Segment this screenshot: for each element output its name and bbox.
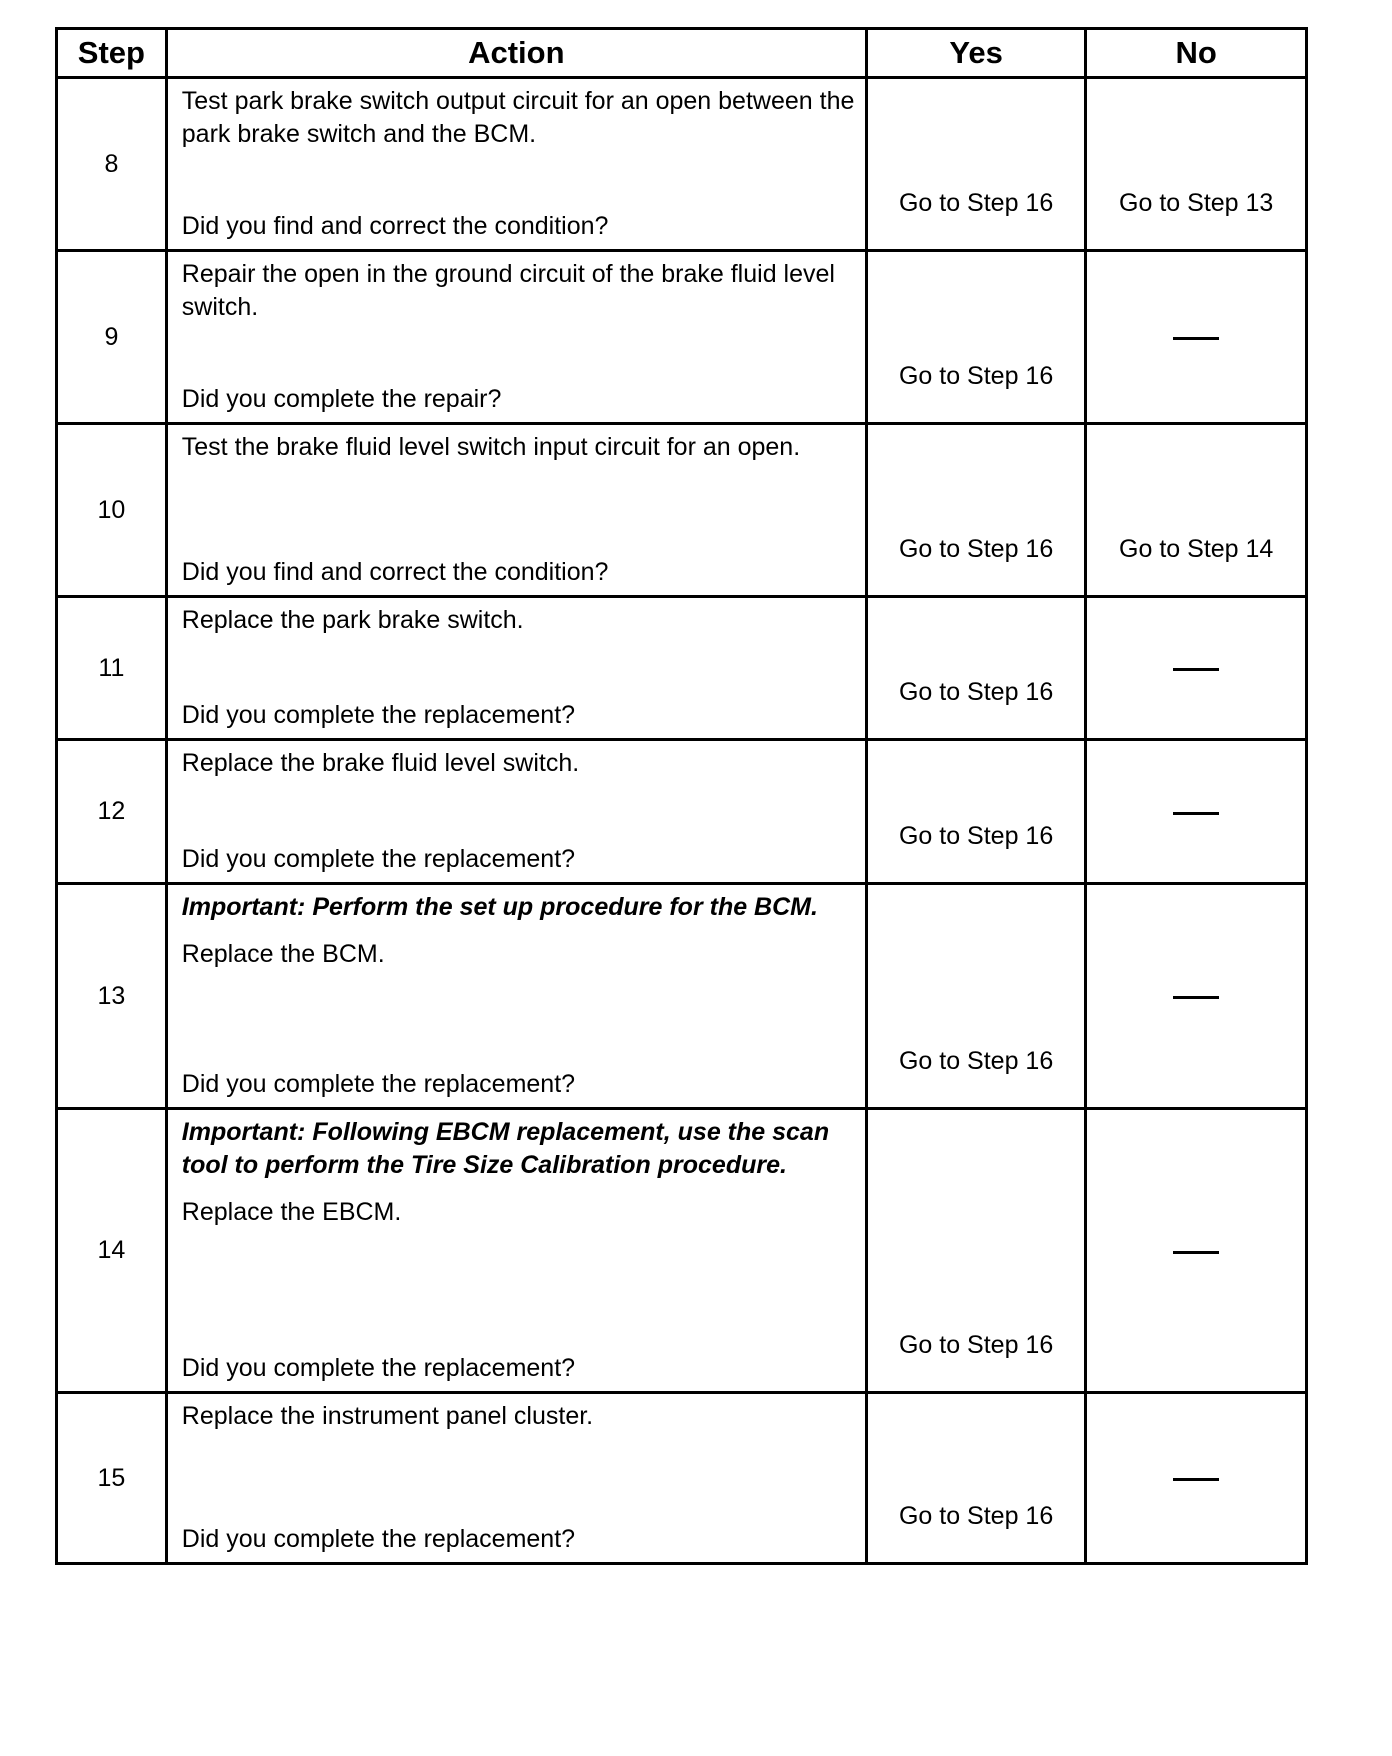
yes-cell xyxy=(866,1109,1086,1393)
action-cell xyxy=(166,884,866,1109)
yes-cell xyxy=(866,884,1086,1109)
step-number: 13 xyxy=(57,884,167,1109)
not-applicable-dash xyxy=(1173,337,1219,340)
action-instruction: Test the brake fluid level switch input circuit for an open. xyxy=(181,433,801,461)
no-cell xyxy=(1086,884,1307,1109)
step-number: 11 xyxy=(57,597,167,740)
action-question: Did you complete the repair? xyxy=(181,385,502,413)
not-applicable-dash xyxy=(1173,1478,1219,1481)
no-answer: Go to Step 14 xyxy=(1119,535,1274,563)
yes-answer: Go to Step 16 xyxy=(898,1331,1054,1359)
action-question: Did you complete the replacement? xyxy=(181,701,576,729)
yes-answer: Go to Step 16 xyxy=(898,189,1054,217)
step-number: 8 xyxy=(57,78,167,251)
table-row xyxy=(57,78,1307,251)
action-question: Did you complete the replacement? xyxy=(181,1525,576,1553)
no-cell xyxy=(1086,1393,1307,1564)
table-row xyxy=(57,1109,1307,1393)
header-action: Action xyxy=(166,29,866,78)
table-row xyxy=(57,884,1307,1109)
yes-cell xyxy=(866,740,1086,884)
action-instruction: Repair the open in the ground circuit of the brake fluid level switch. xyxy=(181,260,835,321)
table-row xyxy=(57,424,1307,597)
action-cell xyxy=(166,597,866,740)
diagnostic-table xyxy=(55,27,1308,1565)
action-cell xyxy=(166,1109,866,1393)
action-question: Did you complete the replacement? xyxy=(181,1354,576,1382)
action-cell xyxy=(166,78,866,251)
no-cell xyxy=(1086,251,1307,424)
yes-answer: Go to Step 16 xyxy=(898,678,1054,706)
header-yes: Yes xyxy=(866,29,1086,78)
no-cell xyxy=(1086,424,1307,597)
yes-cell xyxy=(866,1393,1086,1564)
not-applicable-dash xyxy=(1173,668,1219,671)
step-number: 15 xyxy=(57,1393,167,1564)
action-instruction: Test park brake switch output circuit for an open between the park brake switch and the BCM. xyxy=(181,87,855,148)
action-cell xyxy=(166,740,866,884)
table-row xyxy=(57,740,1307,884)
not-applicable-dash xyxy=(1173,812,1219,815)
no-answer: Go to Step 13 xyxy=(1119,189,1274,217)
header-row xyxy=(57,29,1307,78)
yes-cell xyxy=(866,424,1086,597)
action-instruction: Replace the BCM. xyxy=(181,940,385,968)
table-row xyxy=(57,597,1307,740)
not-applicable-dash xyxy=(1173,1251,1219,1254)
no-cell xyxy=(1086,1109,1307,1393)
yes-answer: Go to Step 16 xyxy=(898,362,1054,390)
action-question: Did you find and correct the condition? xyxy=(181,212,609,240)
action-instruction: Replace the instrument panel cluster. xyxy=(181,1402,594,1430)
action-cell xyxy=(166,1393,866,1564)
yes-cell xyxy=(866,251,1086,424)
action-instruction: Replace the park brake switch. xyxy=(181,606,524,634)
yes-cell xyxy=(866,78,1086,251)
no-cell xyxy=(1086,78,1307,251)
action-question: Did you complete the replacement? xyxy=(181,845,576,873)
yes-answer: Go to Step 16 xyxy=(898,535,1054,563)
action-question: Did you complete the replacement? xyxy=(181,1070,576,1098)
action-cell xyxy=(166,424,866,597)
table-row xyxy=(57,1393,1307,1564)
step-number: 14 xyxy=(57,1109,167,1393)
yes-answer: Go to Step 16 xyxy=(898,822,1054,850)
no-cell xyxy=(1086,597,1307,740)
step-number: 12 xyxy=(57,740,167,884)
step-number: 9 xyxy=(57,251,167,424)
not-applicable-dash xyxy=(1173,996,1219,999)
table-row xyxy=(57,251,1307,424)
yes-answer: Go to Step 16 xyxy=(898,1502,1054,1530)
no-cell xyxy=(1086,740,1307,884)
header-no: No xyxy=(1086,29,1307,78)
yes-answer: Go to Step 16 xyxy=(898,1047,1054,1075)
step-number: 10 xyxy=(57,424,167,597)
action-instruction: Replace the brake fluid level switch. xyxy=(181,749,580,777)
action-important-note: Important: Following EBCM replacement, use the scan tool to perform the Tire Size Calibration procedure. xyxy=(181,1118,830,1179)
action-instruction: Replace the EBCM. xyxy=(181,1198,402,1226)
yes-cell xyxy=(866,597,1086,740)
action-important-note: Important: Perform the set up procedure for the BCM. xyxy=(181,893,818,921)
header-step: Step xyxy=(57,29,167,78)
action-question: Did you find and correct the condition? xyxy=(181,558,609,586)
action-cell xyxy=(166,251,866,424)
